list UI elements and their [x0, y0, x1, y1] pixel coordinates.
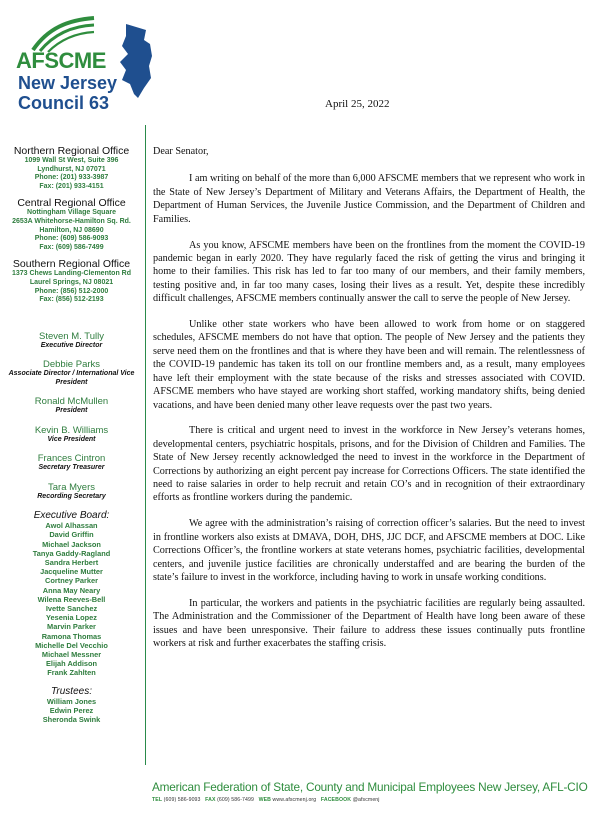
office-line: Fax: (856) 512-2193	[39, 296, 104, 304]
office-line: Phone: (201) 933-3987	[34, 174, 109, 182]
office-line: Lyndhurst, NJ 07071	[37, 165, 106, 173]
logo-afscme-text: AFSCME	[16, 48, 106, 73]
officer-name: Debbie Parks	[42, 359, 101, 371]
officer-title: Vice President	[47, 435, 96, 443]
letter-paragraph: I am writing on behalf of the more than 6,000 AFSCME members that we represent who work in the State of New Jersey’s Department of Military and Veterans Affairs, the Department of Health, the Department of Human Services, the Juvenile Justice Commission, and the Department of Children and Families.	[153, 173, 585, 225]
board-member: Ivette Sanchez	[45, 604, 98, 614]
office-line: 1099 Wall St West, Suite 396	[24, 157, 119, 164]
board-member: Jacqueline Mutter	[40, 567, 103, 577]
letter-paragraphs	[153, 172, 585, 650]
footer	[152, 780, 592, 803]
officer	[0, 331, 143, 351]
board-member: Frank Zahlten	[47, 668, 96, 678]
office-title: Northern Regional Office	[13, 145, 130, 157]
tel-value: (609) 586-9093	[163, 797, 201, 803]
officer	[0, 359, 143, 387]
board-member: David Griffin	[49, 530, 94, 540]
officer	[0, 453, 143, 473]
footer-org-name: American Federation of State, County and Municipal Employees New Jersey, AFL-CIO	[152, 780, 588, 794]
board-member: Sandra Herbert	[44, 558, 99, 568]
regional-office	[0, 145, 143, 191]
logo-new-jersey-text: New Jersey	[18, 73, 118, 93]
officer	[0, 425, 143, 445]
board-member: Yesenia Lopez	[46, 613, 97, 623]
regional-office	[0, 258, 143, 304]
office-line: Hamilton, NJ 08690	[39, 226, 104, 234]
web-label: WEB	[258, 797, 271, 803]
fax-value: (609) 586-7499	[217, 797, 254, 803]
officer-name: Ronald McMullen	[34, 396, 109, 408]
officer-title: Executive Director	[40, 341, 103, 349]
letter-paragraph: In particular, the workers and patients in the psychiatric facilities are regularly being assaulted. The Administration and the Commissioner of the Department of Health have long been aware of these issues and have been unresponsive. Their failure to address these issues continually puts frontline workers at risk and further exacerbates the staffing crisis.	[153, 597, 585, 650]
letter-date: April 25, 2022	[325, 98, 390, 110]
office-line: Fax: (201) 933-4151	[39, 182, 104, 190]
tel-label: TEL	[152, 797, 163, 803]
board-member: Wilena Reeves-Bell	[37, 594, 106, 604]
officer-name: Kevin B. Williams	[34, 424, 109, 436]
office-line: Phone: (609) 586-9093	[34, 235, 109, 243]
officer	[0, 396, 143, 416]
office-line: Nottingham Village Square	[27, 209, 116, 217]
trustee: Edwin Perez	[49, 705, 94, 715]
fax-label: FAX	[205, 797, 216, 803]
officer-title: Recording Secretary	[37, 492, 106, 500]
letter-body	[153, 145, 585, 663]
office-line: Laurel Springs, NJ 08021	[29, 278, 114, 286]
office-line: Phone: (856) 512-2000	[34, 287, 109, 295]
facebook-link[interactable]: @afscmenj	[352, 797, 380, 803]
web-link[interactable]: www.afscmenj.org	[272, 797, 317, 803]
board-member: Tanya Gaddy-Ragland	[32, 548, 111, 558]
officer-title: Associate Director / International Vice President	[8, 370, 135, 386]
trustees-header: Trustees:	[51, 685, 92, 697]
board-member: Ramona Thomas	[41, 631, 102, 641]
letter-paragraph: Unlike other state workers who have been allowed to work from home or on staggered schedules, AFSCME members do not have that option. The people of New Jersey and the patients they serve need them on the frontlines and that is where they have been and will remain. The relentlessness of the COVID-19 pandemic has taken its toll on our frontline members and, as a result, many employees have left their employment with the state because of the risks and stresses associated with COVID. AFSCME members who have stayed are working short staffed, working mandatory shifts, being denied vacations, and have been denied many other leave requests over the past two years.	[153, 319, 585, 411]
letter-paragraph: There is critical and urgent need to invest in the workforce in New Jersey’s veterans homes, developmental centers, psychiatric hospitals, prisons, and for the Division of Children and Families. The State of New Jersey recently acknowledged the need to invest in the workforce in the Department of Corrections by authorizing an eight percent pay increase for Corrections Officers. The state identified the need to raise salaries in order to help recruit and retain CO’s and in recognition of their extraordinary efforts as frontline workers during the pandemic.	[153, 425, 585, 504]
logo-council-text: Council 63	[18, 93, 110, 113]
officer-title: President	[55, 407, 88, 415]
letter-paragraph: We agree with the administration’s raising of correction officer’s salaries. But the need to invest in frontline workers also exists at DMAVA, DOH, DHS, JJC DCF, and AFSCME members at DOC. Like Corrections Officer’s, the frontline workers at state veterans homes, psychiatric facilities, developmental centers, and juvenile justice facilities are chronically understaffed and are bearing the burden of the state’s failure to invest in the workforce, including having to work in unsafe working conditions.	[153, 518, 585, 583]
trustees-list	[0, 697, 143, 725]
letter-paragraph: As you know, AFSCME members have been on the frontlines from the moment the COVID-19 pandemic began in early 2020. They have regularly faced the risk of getting the virus and bringing it home to their families. This risk has led to far too many of our members, and their family members, testing positive and, in far too many cases, losing their lives as a result. Yet, despite these incredibly difficult challenges, AFSCME members continually answer the call to serve the people of New Jersey.	[153, 239, 585, 305]
board-member: Marvin Parker	[47, 622, 96, 632]
office-line: 2653A Whitehorse-Hamilton Sq. Rd.	[12, 217, 131, 225]
board-member: Anna May Neary	[42, 585, 101, 595]
divider-line	[145, 125, 146, 765]
board-member: Michelle Del Vecchio	[35, 640, 108, 650]
sidebar	[0, 0, 143, 790]
trustee: William Jones	[46, 696, 97, 706]
officer-name: Tara Myers	[48, 481, 95, 493]
board-member: Michael Messner	[41, 650, 102, 660]
executive-board-header: Executive Board:	[33, 510, 110, 522]
trustee: Sheronda Swink	[42, 715, 101, 725]
facebook-label: FACEBOOK	[320, 797, 352, 803]
office-line: Fax: (609) 586-7499	[39, 243, 104, 251]
board-member: Cortney Parker	[45, 576, 98, 586]
officer-name: Frances Cintron	[37, 453, 106, 465]
board-member: Michael Jackson	[42, 539, 101, 549]
office-title: Southern Regional Office	[12, 258, 131, 271]
office-line: 1373 Chews Landing-Clementon Rd	[11, 270, 132, 278]
regional-offices	[0, 145, 143, 305]
executive-board-list	[0, 521, 143, 677]
officer-title: Secretary Treasurer	[38, 464, 105, 472]
officers-list	[0, 331, 143, 502]
letter-salutation: Dear Senator,	[153, 146, 209, 157]
board-member: Elijah Addison	[45, 659, 98, 669]
office-title: Central Regional Office	[17, 197, 126, 210]
officer-name: Steven M. Tully	[39, 330, 104, 342]
footer-contact	[152, 797, 592, 803]
board-member: Awol Alhassan	[45, 521, 98, 531]
regional-office	[0, 197, 143, 252]
officer	[0, 482, 143, 502]
